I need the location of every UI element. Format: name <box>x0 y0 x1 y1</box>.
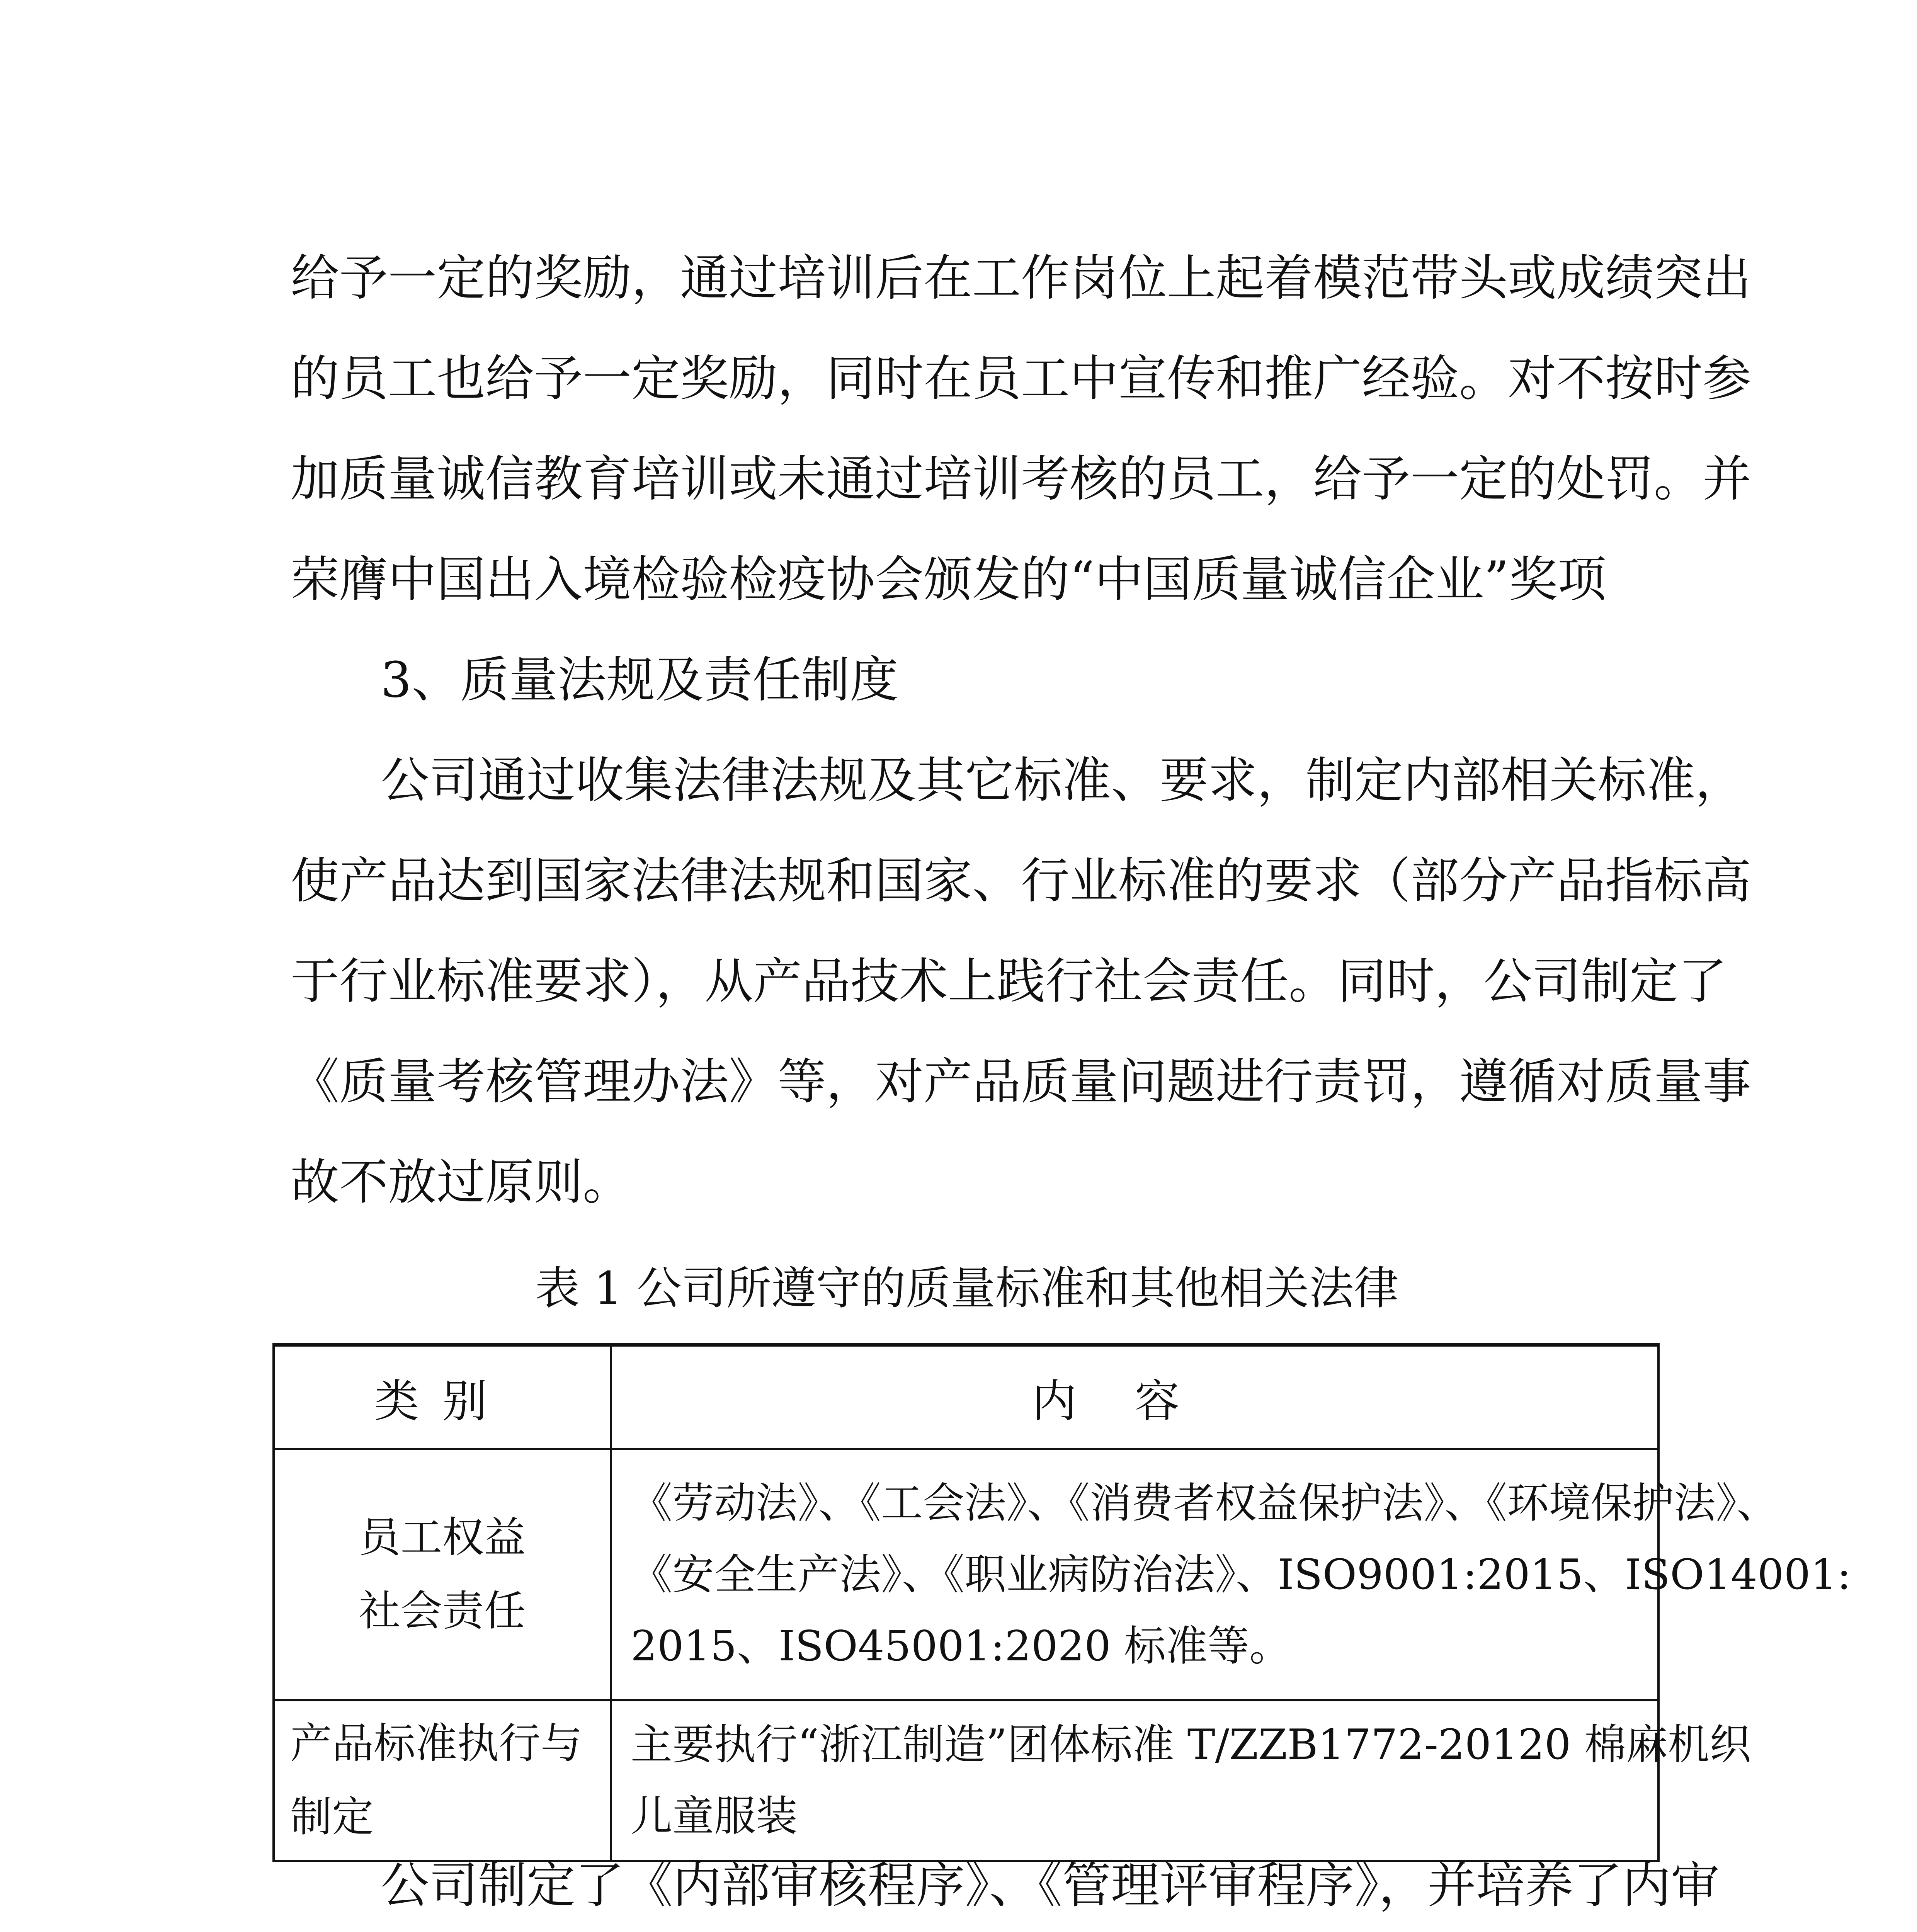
section-heading: 3、质量法规及责任制度 <box>381 651 899 708</box>
standards-table <box>272 1343 1851 1862</box>
content-line: 儿童服装 <box>631 1792 798 1840</box>
category-line: 产品标准执行与 <box>290 1719 583 1768</box>
header-category: 类别 <box>274 1345 611 1449</box>
category-line: 员工权益 <box>359 1514 526 1562</box>
table-row <box>274 1700 1658 1861</box>
paragraph-line: 使产品达到国家法律法规和国家、行业标准的要求（部分产品指标高 <box>291 852 1751 909</box>
paragraph-line: 荣膺中国出入境检验检疫协会颁发的“中国质量诚信企业”奖项 <box>291 551 1606 608</box>
content-line: 《安全生产法》、《职业病防治法》、ISO9001:2015、ISO14001: <box>631 1550 1851 1599</box>
paragraph-line: 于行业标准要求），从产品技术上践行社会责任。同时，公司制定了 <box>291 953 1727 1010</box>
category-cell <box>274 1449 611 1700</box>
header-content: 内容 <box>611 1345 1658 1449</box>
paragraph-line: 的员工也给予一定奖励，同时在员工中宣传和推广经验。对不按时参 <box>291 350 1751 407</box>
table-header-row <box>274 1345 1658 1449</box>
paragraph-line: 公司通过收集法律法规及其它标准、要求，制定内部相关标准， <box>381 752 1744 809</box>
table-caption: 表 1 公司所遵守的质量标准和其他相关法律 <box>535 1262 1399 1315</box>
content-cell <box>611 1700 1751 1861</box>
content-line: 2015、ISO45001:2020 标准等。 <box>631 1622 1291 1670</box>
paragraph-line: 加质量诚信教育培训或未通过培训考核的员工，给予一定的处罚。并 <box>291 451 1751 507</box>
category-cell <box>274 1700 611 1861</box>
paragraph-line: 给予一定的奖励，通过培训后在工作岗位上起着模范带头或成绩突出 <box>291 250 1751 306</box>
paragraph-line: 《质量考核管理办法》等，对产品质量问题进行责罚，遵循对质量事 <box>291 1053 1751 1110</box>
content-line: 《劳动法》、《工会法》、《消费者权益保护法》、《环境保护法》、 <box>631 1479 1779 1527</box>
paragraph-line: 故不放过原则。 <box>291 1154 631 1211</box>
table-row <box>274 1449 1658 1700</box>
category-line: 制定 <box>290 1793 374 1841</box>
category-line: 社会责任 <box>359 1587 526 1635</box>
content-line: 主要执行“浙江制造”团体标准 T/ZZB1772-20120 棉麻机织 <box>631 1721 1751 1769</box>
content-cell <box>611 1449 1851 1700</box>
paragraph-line: 公司制定了《内部审核程序》、《管理评审程序》，并培养了内审 <box>381 1857 1720 1914</box>
